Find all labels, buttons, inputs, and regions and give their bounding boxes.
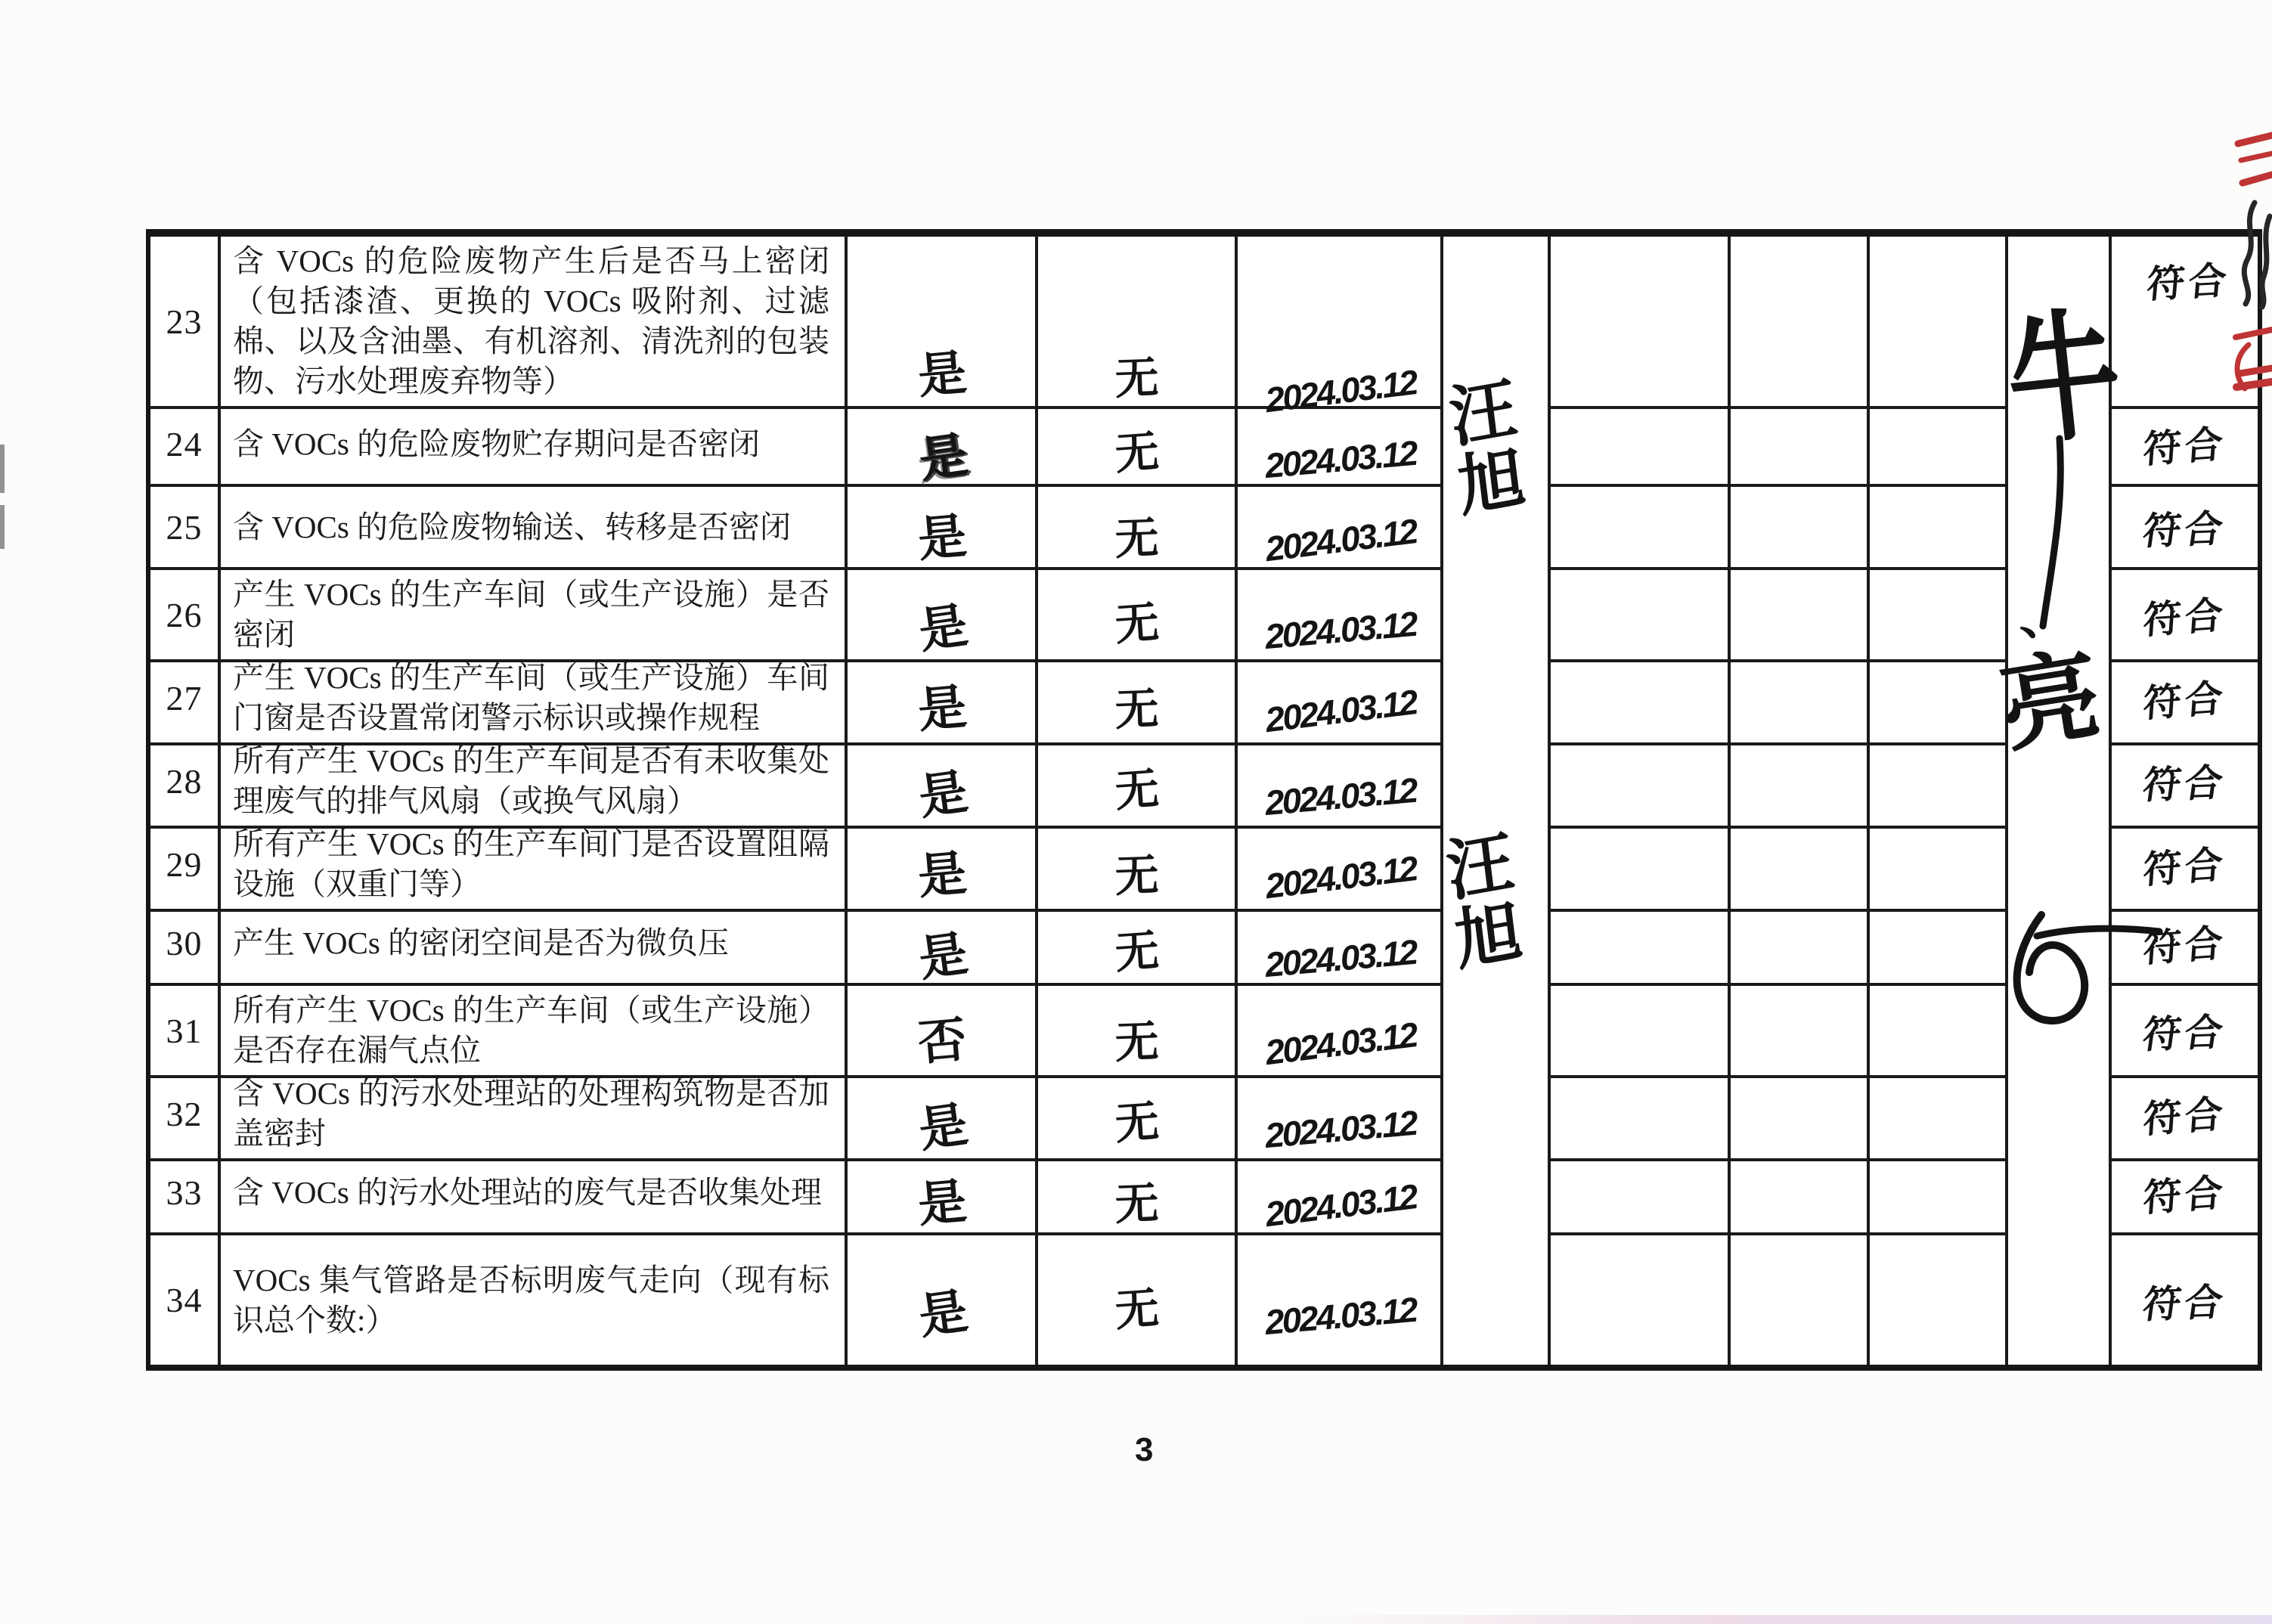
row-number-cell: 23 <box>150 237 221 409</box>
vocs-inspection-table <box>146 229 2262 1371</box>
reviewer-signature-cell <box>2008 1069 2112 1161</box>
empty-cell <box>1870 653 2008 745</box>
handwritten-answer: 是 <box>915 426 972 488</box>
table-row <box>150 487 2258 570</box>
inspector-signature: 汪旭 <box>1434 825 1525 977</box>
item-description-cell <box>221 736 848 829</box>
reviewer-signature-cell <box>2008 986 2112 1078</box>
empty-cell <box>1551 237 1731 409</box>
item-description-cell <box>221 570 848 662</box>
handwritten-date: 2024.03.12 <box>1263 1289 1418 1342</box>
handwritten-answer: 是 <box>915 925 972 987</box>
result-cell <box>2112 404 2258 487</box>
handwritten-problem: 无 <box>1114 513 1160 565</box>
page-number: 3 <box>1135 1431 1154 1468</box>
item-description-cell <box>221 1152 848 1235</box>
empty-cell <box>1731 1235 1870 1365</box>
handwritten-date: 2024.03.12 <box>1263 682 1418 740</box>
answer-cell <box>848 1235 1038 1365</box>
answer-cell <box>848 487 1038 570</box>
empty-cell <box>1551 404 1731 487</box>
row-number-cell: 31 <box>150 986 221 1078</box>
empty-cell <box>1870 903 2008 986</box>
handwritten-date: 2024.03.12 <box>1263 362 1418 420</box>
empty-cell <box>1551 1069 1731 1161</box>
row-number-cell: 25 <box>150 487 221 570</box>
empty-cell <box>1731 487 1870 570</box>
empty-cell <box>1731 237 1870 409</box>
problem-cell <box>1038 1069 1238 1161</box>
table-row <box>150 903 2258 986</box>
empty-cell <box>1731 1152 1870 1235</box>
empty-cell <box>1870 404 2008 487</box>
empty-cell <box>1551 1235 1731 1365</box>
handwritten-problem: 无 <box>1114 1017 1160 1068</box>
answer-cell <box>848 820 1038 912</box>
empty-cell <box>1870 736 2008 829</box>
date-cell <box>1238 653 1443 745</box>
handwritten-result: 符合 <box>2141 1170 2228 1220</box>
item-description: 所有产生 VOCs 的生产车间是否有未收集处理废气的排气风扇（或换气风扇） <box>233 743 829 818</box>
problem-cell <box>1038 653 1238 745</box>
problem-cell <box>1038 903 1238 986</box>
empty-cell <box>1551 736 1731 829</box>
handwritten-problem: 无 <box>1113 426 1161 479</box>
empty-cell <box>1870 1152 2008 1235</box>
empty-cell <box>1870 570 2008 662</box>
row-number-cell: 26 <box>150 570 221 662</box>
date-cell <box>1238 1235 1443 1365</box>
handwritten-result: 符合 <box>2144 259 2232 306</box>
answer-cell <box>848 986 1038 1078</box>
item-description-cell <box>221 903 848 986</box>
row-number-cell: 30 <box>150 903 221 986</box>
date-cell <box>1238 237 1443 420</box>
empty-cell <box>1731 903 1870 986</box>
empty-cell <box>1731 570 1870 662</box>
inspector-signature-cell <box>1443 986 1551 1078</box>
handwritten-problem: 无 <box>1113 764 1161 817</box>
item-description-cell <box>221 237 848 409</box>
result-cell <box>2112 570 2258 662</box>
item-description-cell <box>221 487 848 570</box>
inspector-signature-cell <box>1443 653 1551 745</box>
problem-cell <box>1038 570 1238 662</box>
edge-ink-squiggle <box>2262 216 2270 307</box>
handwritten-problem: 无 <box>1113 925 1161 978</box>
handwritten-result: 符合 <box>2141 422 2228 472</box>
empty-cell <box>1870 487 2008 570</box>
handwritten-date: 2024.03.12 <box>1263 1102 1418 1156</box>
item-description: 产生 VOCs 的生产车间（或生产设施）是否密闭 <box>233 577 829 652</box>
table-row <box>150 404 2258 487</box>
empty-cell <box>1870 986 2008 1078</box>
result-cell <box>2112 237 2258 409</box>
item-description: 所有产生 VOCs 的生产车间（或生产设施）是否存在漏气点位 <box>233 993 829 1068</box>
handwritten-date: 2024.03.12 <box>1263 1015 1418 1073</box>
table-row <box>150 1069 2258 1158</box>
answer-cell <box>848 237 1038 409</box>
inspector-signature-cell <box>1443 1069 1551 1161</box>
handwritten-result: 符合 <box>2140 1280 2229 1326</box>
reviewer-signature-cell <box>2008 487 2112 570</box>
reviewer-signature-cell <box>2008 903 2112 986</box>
empty-cell <box>1551 570 1731 662</box>
item-description-cell <box>221 1069 848 1161</box>
scan-edge-artifact <box>0 505 5 549</box>
date-cell <box>1238 1152 1443 1235</box>
date-cell <box>1238 404 1443 487</box>
empty-cell <box>1870 820 2008 912</box>
handwritten-date: 2024.03.12 <box>1263 848 1418 907</box>
empty-cell <box>1870 1069 2008 1161</box>
handwritten-problem: 无 <box>1114 684 1160 736</box>
table-row <box>150 237 2258 420</box>
date-cell <box>1238 903 1443 986</box>
handwritten-date: 2024.03.12 <box>1263 770 1418 823</box>
result-cell <box>2112 736 2258 829</box>
handwritten-result: 符合 <box>2141 842 2228 892</box>
inspector-signature-cell <box>1443 570 1551 662</box>
answer-cell <box>848 903 1038 986</box>
handwritten-date: 2024.03.12 <box>1263 1176 1418 1235</box>
item-description: 含 VOCs 的污水处理站的废气是否收集处理 <box>233 1174 823 1210</box>
reviewer-signature-char: 亮 <box>1992 638 2109 764</box>
item-description-cell <box>221 1235 848 1365</box>
result-cell <box>2112 1069 2258 1161</box>
reviewer-signature-cell <box>2008 1152 2112 1235</box>
handwritten-problem: 无 <box>1114 851 1160 902</box>
date-cell <box>1238 1069 1443 1161</box>
table-row <box>150 1152 2258 1235</box>
empty-cell <box>1870 1235 2008 1365</box>
row-number-cell: 34 <box>150 1235 221 1365</box>
date-cell <box>1238 736 1443 829</box>
problem-cell <box>1038 1152 1238 1235</box>
handwritten-problem: 无 <box>1113 597 1161 650</box>
handwritten-result: 符合 <box>2140 1010 2229 1057</box>
handwritten-answer: 是 <box>915 1283 972 1344</box>
reviewer-signature-stroke: 、 <box>2013 584 2070 647</box>
answer-cell <box>848 570 1038 662</box>
answer-cell <box>848 653 1038 745</box>
handwritten-answer: 是 <box>915 1096 972 1158</box>
scan-edge-artifact <box>0 445 5 493</box>
problem-cell <box>1038 1235 1238 1365</box>
item-description-cell <box>221 653 848 745</box>
table-row <box>150 986 2258 1073</box>
handwritten-result: 符合 <box>2140 507 2229 553</box>
row-number-cell: 28 <box>150 736 221 829</box>
empty-cell <box>1731 404 1870 487</box>
row-number-cell: 29 <box>150 820 221 912</box>
item-description: VOCs 集气管路是否标明废气走向（现有标识总个数:） <box>233 1262 829 1337</box>
row-number-cell: 24 <box>150 404 221 487</box>
inspector-signature: 汪旭 <box>1437 371 1528 523</box>
handwritten-date: 2024.03.12 <box>1263 511 1418 569</box>
scan-bottom-smudge <box>1285 1615 2272 1624</box>
problem-cell <box>1038 404 1238 487</box>
empty-cell <box>1731 1069 1870 1161</box>
empty-cell <box>1551 1152 1731 1235</box>
table-row <box>150 736 2258 825</box>
problem-cell <box>1038 736 1238 829</box>
reviewer-signature-cell <box>2008 1235 2112 1365</box>
handwritten-result: 符合 <box>2141 1092 2228 1142</box>
row-number-cell: 27 <box>150 653 221 745</box>
result-cell <box>2112 903 2258 986</box>
handwritten-answer: 是 <box>916 679 969 738</box>
empty-cell <box>1551 653 1731 745</box>
handwritten-answer: 否 <box>916 1012 969 1071</box>
handwritten-date: 2024.03.12 <box>1263 931 1418 985</box>
result-cell <box>2112 820 2258 912</box>
table-row <box>150 653 2258 740</box>
handwritten-problem: 无 <box>1114 1179 1160 1230</box>
handwritten-problem: 无 <box>1114 353 1160 404</box>
empty-cell <box>1551 820 1731 912</box>
table-row <box>150 1235 2258 1365</box>
empty-cell <box>1551 487 1731 570</box>
handwritten-result: 符合 <box>2141 921 2228 971</box>
handwritten-answer: 是 <box>915 597 972 659</box>
answer-cell <box>848 736 1038 829</box>
handwritten-problem: 无 <box>1113 1096 1161 1149</box>
item-description: 含 VOCs 的污水处理站的处理构筑物是否加盖密封 <box>233 1076 829 1151</box>
handwritten-problem: 无 <box>1113 1283 1161 1336</box>
handwritten-result: 符合 <box>2140 761 2229 807</box>
handwritten-answer: 是 <box>916 508 969 567</box>
item-description: 含 VOCs 的危险废物贮存期问是否密闭 <box>233 426 761 461</box>
handwritten-date: 2024.03.12 <box>1263 603 1418 657</box>
empty-cell <box>1551 986 1731 1078</box>
item-description: 含 VOCs 的危险废物产生后是否马上密闭（包括漆渣、更换的 VOCs 吸附剂、过滤棉、以及含油墨、有机溶剂、清洗剂的包装物、污水处理废弃物等） <box>233 243 829 398</box>
result-cell <box>2112 1152 2258 1235</box>
date-cell <box>1238 820 1443 912</box>
item-description-cell <box>221 404 848 487</box>
inspector-signature-cell <box>1443 1152 1551 1235</box>
item-description: 含 VOCs 的危险废物输送、转移是否密闭 <box>233 509 792 544</box>
handwritten-result: 符合 <box>2141 676 2228 726</box>
row-number-cell: 32 <box>150 1069 221 1161</box>
table-row <box>150 820 2258 907</box>
reviewer-signature-cell <box>2008 820 2112 912</box>
table-row <box>150 570 2258 659</box>
empty-cell <box>1731 986 1870 1078</box>
item-description: 产生 VOCs 的密闭空间是否为微负压 <box>233 925 730 960</box>
handwritten-answer: 是 <box>915 764 972 825</box>
row-number-cell: 33 <box>150 1152 221 1235</box>
result-cell <box>2112 653 2258 745</box>
result-cell <box>2112 487 2258 570</box>
result-cell <box>2112 986 2258 1078</box>
empty-cell <box>1870 237 2008 409</box>
item-description: 所有产生 VOCs 的生产车间门是否设置阻隔设施（双重门等） <box>233 826 829 901</box>
handwritten-result: 符合 <box>2141 593 2228 643</box>
problem-cell <box>1038 237 1238 409</box>
answer-cell <box>848 1152 1038 1235</box>
item-description-cell <box>221 820 848 912</box>
empty-cell <box>1731 736 1870 829</box>
date-cell <box>1238 986 1443 1078</box>
inspector-signature-cell <box>1443 736 1551 829</box>
result-cell <box>2112 1235 2258 1365</box>
inspector-signature-cell <box>1443 1235 1551 1365</box>
item-description: 产生 VOCs 的生产车间（或生产设施）车间门窗是否设置常闭警示标识或操作规程 <box>233 660 829 735</box>
handwritten-answer: 是 <box>916 345 969 404</box>
problem-cell <box>1038 487 1238 570</box>
item-description-cell <box>221 986 848 1078</box>
answer-cell <box>848 1069 1038 1161</box>
answer-cell <box>848 404 1038 487</box>
handwritten-answer: 是 <box>916 1173 969 1232</box>
problem-cell <box>1038 820 1238 912</box>
problem-cell <box>1038 986 1238 1078</box>
date-cell <box>1238 570 1443 662</box>
empty-cell <box>1731 653 1870 745</box>
reviewer-signature-char: 牛 <box>2000 296 2128 463</box>
empty-cell <box>1551 903 1731 986</box>
handwritten-date: 2024.03.12 <box>1263 432 1418 486</box>
empty-cell <box>1731 820 1870 912</box>
handwritten-answer: 是 <box>916 845 969 904</box>
date-cell <box>1238 487 1443 570</box>
